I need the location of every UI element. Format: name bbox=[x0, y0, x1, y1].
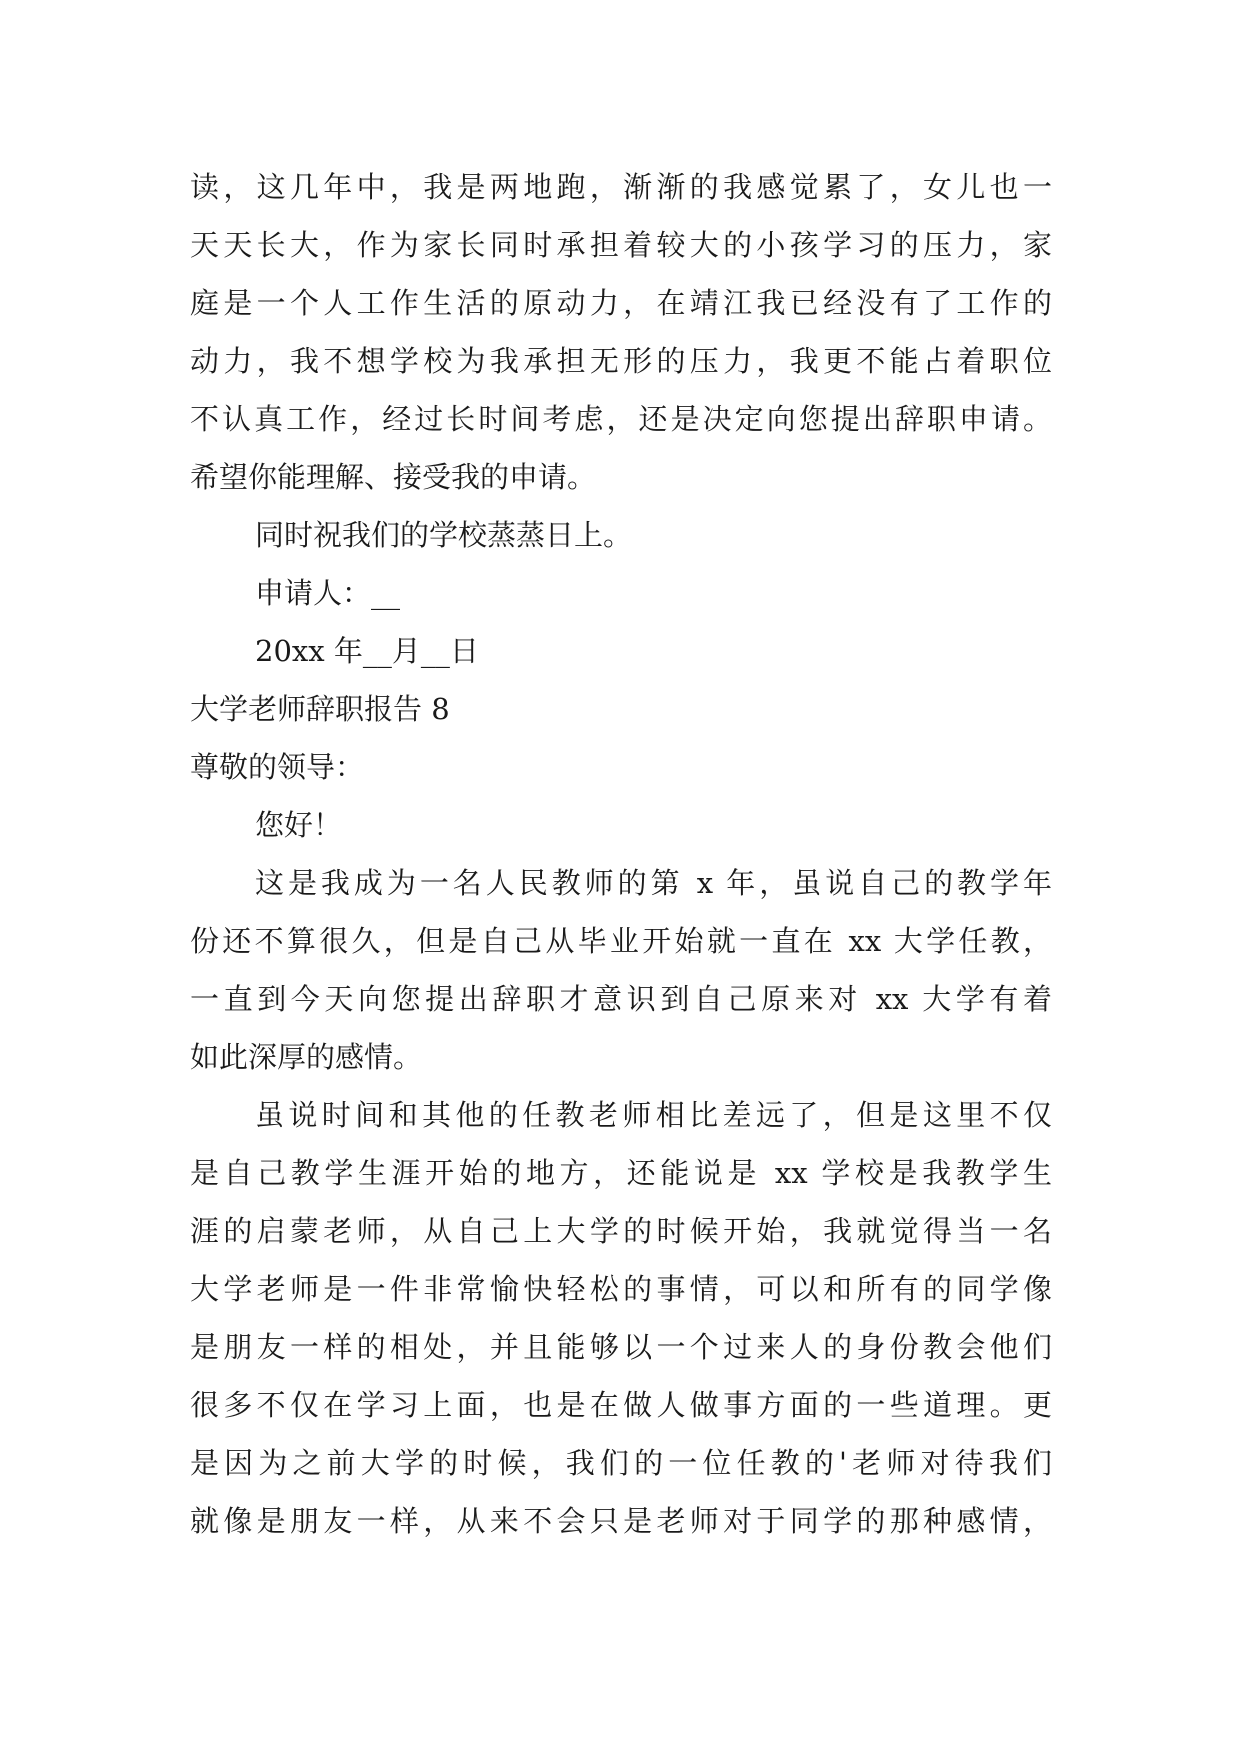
salutation: 尊敬的领导： bbox=[190, 750, 365, 784]
greeting: 您好！ bbox=[255, 808, 343, 842]
text-line: 份还不算很久，但是自己从毕业开始就一直在 xx 大学任教， bbox=[190, 924, 1052, 958]
text-line: 读，这几年中，我是两地跑，渐渐的我感觉累了，女儿也一 bbox=[190, 170, 1052, 204]
text-line: 是朋友一样的相处，并且能够以一个过来人的身份教会他们 bbox=[190, 1330, 1052, 1364]
text-line: 大学老师是一件非常愉快轻松的事情，可以和所有的同学像 bbox=[190, 1272, 1052, 1306]
paragraph-continuation bbox=[190, 158, 1052, 506]
text-line: 一直到今天向您提出辞职才意识到自己原来对 xx 大学有着 bbox=[190, 982, 1052, 1016]
paragraph-1 bbox=[190, 854, 1052, 1086]
text-line: 庭是一个人工作生活的原动力，在靖江我已经没有了工作的 bbox=[190, 286, 1052, 320]
text-line: 很多不仅在学习上面，也是在做人做事方面的一些道理。更 bbox=[190, 1388, 1052, 1422]
text-line: 虽说时间和其他的任教老师相比差远了，但是这里不仅 bbox=[255, 1098, 1052, 1132]
section-title: 大学老师辞职报告 8 bbox=[190, 692, 450, 726]
text-line: 涯的启蒙老师，从自己上大学的时候开始，我就觉得当一名 bbox=[190, 1214, 1052, 1248]
text-line: 是因为之前大学的时候，我们的一位任教的'老师对待我们 bbox=[190, 1446, 1052, 1480]
text-line: 就像是朋友一样，从来不会只是老师对于同学的那种感情， bbox=[190, 1504, 1052, 1538]
date-line: 20xx 年__月__日 bbox=[255, 634, 479, 668]
text-line: 这是我成为一名人民教师的第 x 年，虽说自己的教学年 bbox=[255, 866, 1052, 900]
text-line: 希望你能理解、接受我的申请。 bbox=[190, 460, 597, 494]
text-line: 不认真工作，经过长时间考虑，还是决定向您提出辞职申请。 bbox=[190, 402, 1052, 436]
applicant-line: 申请人：__ bbox=[255, 576, 401, 610]
text-line: 天天长大，作为家长同时承担着较大的小孩学习的压力，家 bbox=[190, 228, 1052, 262]
text-line: 动力，我不想学校为我承担无形的压力，我更不能占着职位 bbox=[190, 344, 1052, 378]
blessing-line: 同时祝我们的学校蒸蒸日上。 bbox=[255, 518, 633, 552]
paragraph-2 bbox=[190, 1086, 1052, 1550]
text-line: 是自己教学生涯开始的地方，还能说是 xx 学校是我教学生 bbox=[190, 1156, 1052, 1190]
text-line: 如此深厚的感情。 bbox=[190, 1040, 423, 1074]
document-body bbox=[190, 158, 1052, 1550]
